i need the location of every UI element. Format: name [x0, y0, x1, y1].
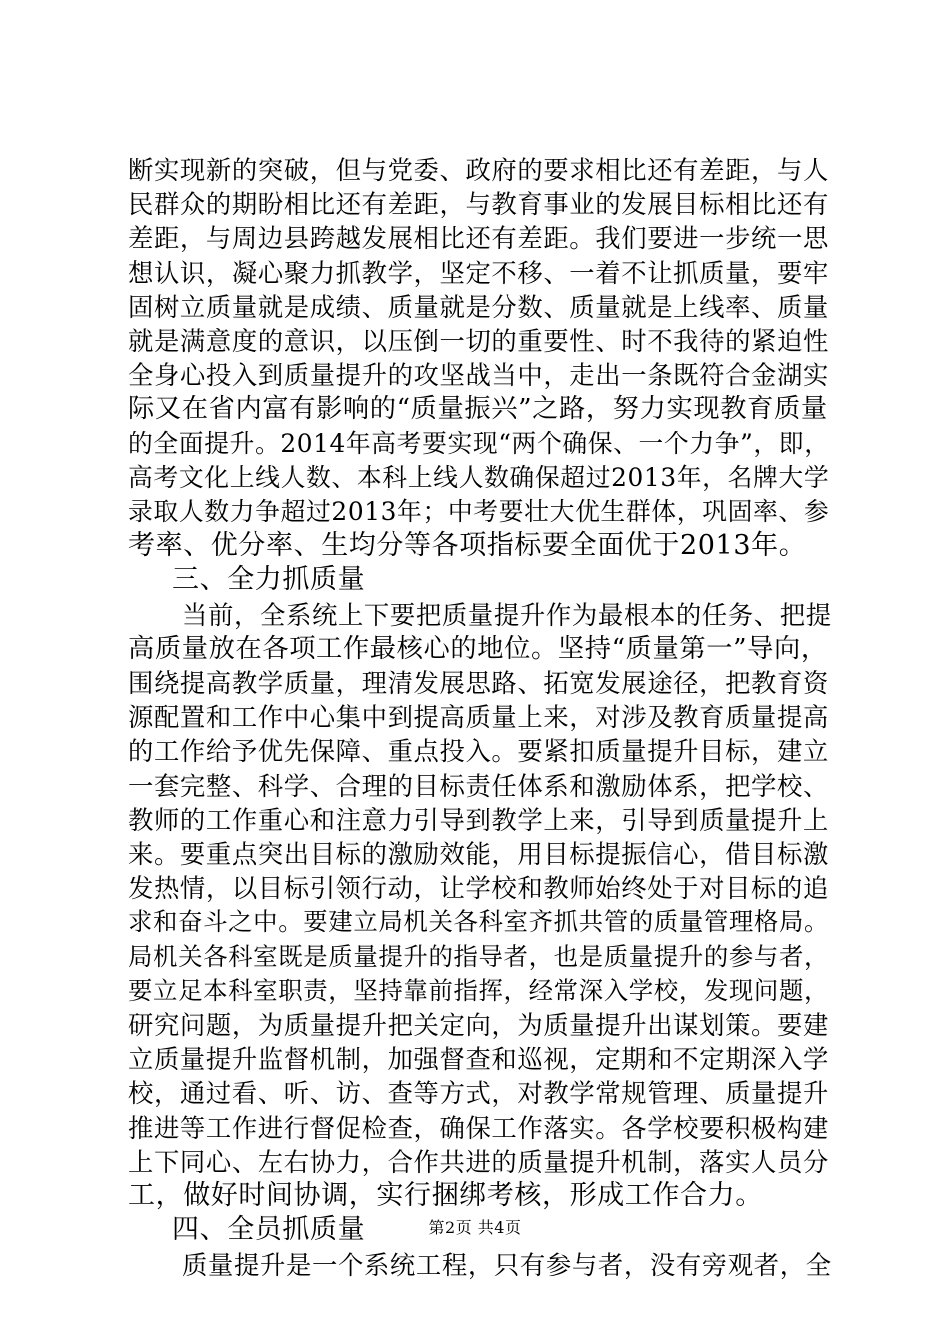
paragraph-line: 源配置和工作中心集中到提高质量上来，对涉及教育质量提高 [128, 702, 829, 733]
paragraph-line: 的全面提升。2014年高考要实现“两个确保、一个力争”，即， [128, 428, 830, 458]
paragraph-line: 当前，全系统上下要把质量提升作为最根本的任务、把提 [182, 599, 832, 630]
paragraph-line: 差距，与周边县跨越发展相比还有差距。我们要进一步统一思 [128, 223, 829, 254]
paragraph-line: 局机关各科室既是质量提升的指导者，也是质量提升的参与者， [128, 941, 830, 971]
paragraph-line: 断实现新的突破，但与党委、政府的要求相比还有差距，与人 [128, 155, 829, 185]
paragraph-line: 就是满意度的意识，以压倒一切的重要性、时不我待的紧迫性 [128, 326, 829, 357]
paragraph-line: 工，做好时间协调，实行捆绑考核，形成工作合力。 [128, 1180, 763, 1212]
paragraph-line: 质量提升是一个系统工程，只有参与者，没有旁观者，全 [182, 1249, 832, 1280]
section-heading: 四、全员抓质量 [172, 1214, 366, 1246]
section-heading: 三、全力抓质量 [172, 564, 366, 596]
paragraph-line: 高质量放在各项工作最核心的地位。坚持“质量第一”导向， [128, 633, 828, 664]
page-number-footer: 第2页 共4页 [428, 1218, 522, 1237]
paragraph-line: 考率、优分率、生均分等各项指标要全面优于2013年。 [128, 530, 807, 562]
paragraph-line: 立质量提升监督机制，加强督查和巡视，定期和不定期深入学 [128, 1044, 829, 1075]
paragraph-line: 研究问题，为质量提升把关定向，为质量提升出谋划策。要建 [128, 1010, 829, 1041]
paragraph-line: 录取人数力争超过2013年；中考要壮大优生群体，巩固率、参 [128, 497, 830, 527]
paragraph-line: 想认识，凝心聚力抓教学，坚定不移、一着不让抓质量，要牢 [128, 257, 829, 288]
paragraph-line: 来。要重点突出目标的激励效能，用目标提振信心，借目标激 [128, 839, 829, 870]
paragraph-line: 教师的工作重心和注意力引导到教学上来，引导到质量提升上 [128, 804, 829, 835]
paragraph-line: 推进等工作进行督促检查，确保工作落实。各学校要积极构建 [128, 1112, 829, 1143]
paragraph-line: 一套完整、科学、合理的目标责任体系和激励体系，把学校、 [128, 770, 829, 801]
document-body [128, 153, 832, 1282]
paragraph-line: 发热情，以目标引领行动，让学校和教师始终处于对目标的追 [128, 873, 829, 904]
paragraph-line: 的工作给予优先保障、重点投入。要紧扣质量提升目标，建立 [128, 736, 829, 767]
paragraph-line: 固树立质量就是成绩、质量就是分数、质量就是上线率、质量 [128, 291, 829, 322]
paragraph-line: 上下同心、左右协力，合作共进的质量提升机制，落实人员分 [128, 1146, 829, 1177]
paragraph-line: 民群众的期盼相比还有差距，与教育事业的发展目标相比还有 [128, 189, 829, 220]
paragraph-line: 际又在省内富有影响的“质量振兴”之路，努力实现教育质量 [128, 394, 828, 425]
paragraph-line: 校，通过看、听、访、查等方式，对教学常规管理、质量提升 [128, 1078, 829, 1109]
paragraph-line: 要立足本科室职责，坚持靠前指挥，经常深入学校，发现问题， [128, 975, 830, 1005]
paragraph-line: 求和奋斗之中。要建立局机关各科室齐抓共管的质量管理格局。 [128, 907, 830, 937]
paragraph-line: 高考文化上线人数、本科上线人数确保超过2013年，名牌大学 [128, 462, 830, 492]
paragraph-line: 围绕提高教学质量，理清发展思路、拓宽发展途径，把教育资 [128, 668, 829, 699]
paragraph-line: 全身心投入到质量提升的攻坚战当中，走出一条既符合金湖实 [128, 360, 829, 391]
